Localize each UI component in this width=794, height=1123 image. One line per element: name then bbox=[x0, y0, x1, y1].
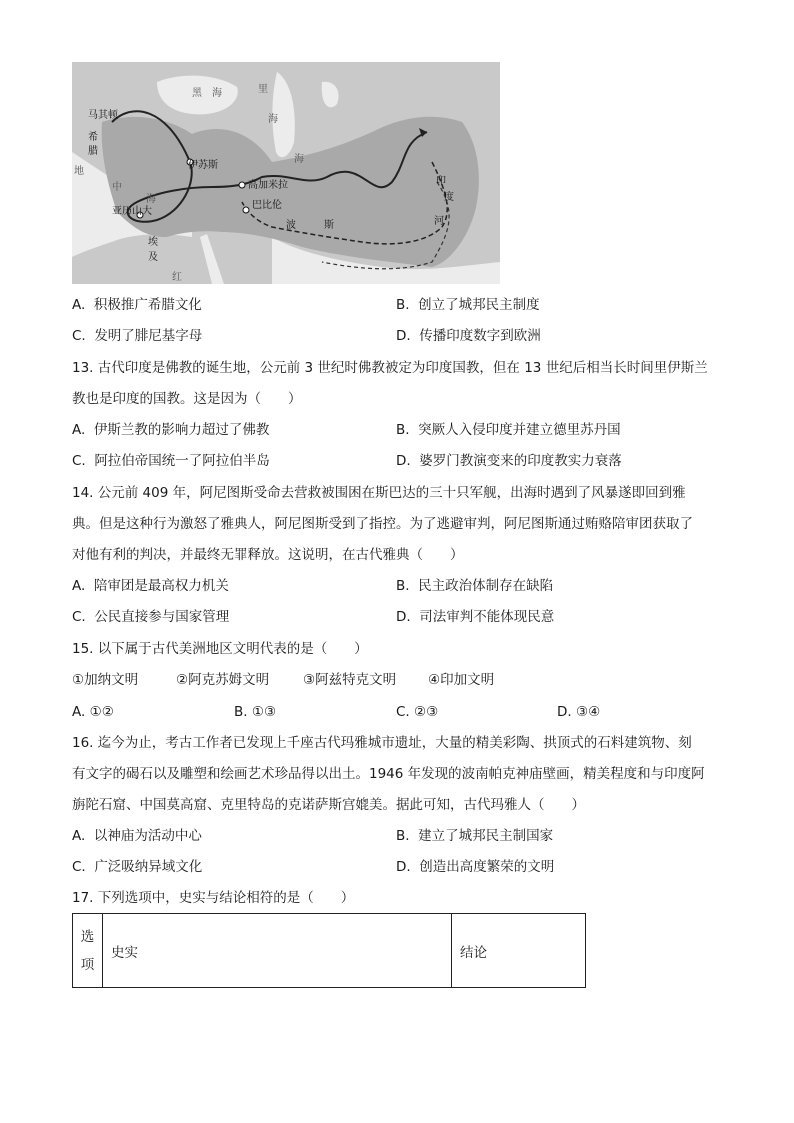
header-option-1: 选 bbox=[80, 928, 95, 945]
q12-option-d[interactable] bbox=[396, 327, 541, 345]
q13-option-a[interactable] bbox=[72, 421, 269, 439]
q16-stem-line-1: 16. 迄今为止，考古工作者已发现上千座古代玛雅城市遗址，大量的精美彩陶、拱顶式的石料建筑物、刻 bbox=[72, 735, 692, 751]
header-option bbox=[73, 914, 103, 988]
map-label-aral: 海 bbox=[294, 154, 304, 165]
map-label-persia-2: 斯 bbox=[324, 220, 334, 231]
option-text: ①③ bbox=[251, 704, 277, 720]
q15-stem: 15. 以下属于古代美洲地区文明代表的是（ ） bbox=[72, 641, 368, 657]
option-text: ①② bbox=[89, 704, 114, 720]
option-text: 创造出高度繁荣的文明 bbox=[419, 859, 555, 875]
q16-stem-line-3: 旃陀石窟、中国莫高窟、克里特岛的克诺萨斯宫媲美。据此可知，古代玛雅人（ ） bbox=[72, 797, 585, 813]
option-text: 广泛吸纳异域文化 bbox=[94, 859, 203, 875]
option-letter: A. bbox=[72, 578, 86, 594]
map-label-black-sea-2: 海 bbox=[212, 88, 222, 99]
option-text: 建立了城邦民主制国家 bbox=[418, 828, 554, 844]
option-letter: C. bbox=[396, 704, 410, 720]
option-letter: D. bbox=[396, 859, 411, 875]
map-label-indus: 河 bbox=[434, 216, 444, 227]
option-letter: D. bbox=[557, 704, 572, 720]
svg-text:马其顿 bbox=[88, 108, 119, 121]
map-label-med-1: 地 bbox=[74, 166, 84, 177]
map-label-persia-1: 波 bbox=[286, 220, 296, 231]
q15-option-b[interactable] bbox=[234, 703, 276, 721]
option-letter: C. bbox=[72, 453, 86, 469]
q16-option-d[interactable] bbox=[396, 858, 554, 876]
option-text: 民主政治体制存在缺陷 bbox=[418, 578, 554, 594]
map-label-med-3: 海 bbox=[146, 194, 156, 205]
q15-option-a[interactable] bbox=[72, 703, 114, 721]
option-letter: B. bbox=[396, 578, 410, 594]
q14-option-d[interactable] bbox=[396, 608, 554, 626]
q15-item-2: ②阿克苏姆文明 bbox=[176, 672, 270, 688]
q15-item-4: ④印加文明 bbox=[428, 672, 495, 688]
map-label-egypt-1: 埃 bbox=[148, 237, 158, 248]
option-letter: A. bbox=[72, 297, 86, 313]
q13-option-d[interactable] bbox=[396, 452, 622, 470]
header-conclusion: 结论 bbox=[452, 914, 586, 988]
option-text: 陪审团是最高权力机关 bbox=[93, 578, 229, 594]
q16-option-c[interactable] bbox=[72, 858, 202, 876]
map-label-egypt-2: 及 bbox=[148, 252, 158, 263]
option-letter: B. bbox=[396, 297, 410, 313]
map-label-caspian-1: 里 bbox=[258, 84, 268, 95]
option-letter: D. bbox=[396, 328, 411, 344]
q13-stem-line-2: 教也是印度的国教。这是因为（ ） bbox=[72, 391, 302, 407]
option-text: 伊斯兰教的影响力超过了佛教 bbox=[93, 422, 270, 438]
map-label-babylon: 巴比伦 bbox=[252, 200, 282, 211]
q12-option-c[interactable] bbox=[72, 327, 202, 345]
option-letter: B. bbox=[234, 704, 248, 720]
option-text: ③④ bbox=[575, 704, 601, 720]
map-label-med-2: 中 bbox=[112, 182, 122, 193]
q15-option-d[interactable] bbox=[557, 703, 600, 721]
map-label-issus: 伊苏斯 bbox=[188, 160, 218, 171]
option-letter: C. bbox=[72, 609, 86, 625]
q13-stem-line-1: 13. 古代印度是佛教的诞生地，公元前 3 世纪时佛教被定为印度国教，但在 13 世纪后相当长时间里伊斯兰 bbox=[72, 360, 708, 376]
option-text: 司法审判不能体现民意 bbox=[419, 609, 555, 625]
q14-option-b[interactable] bbox=[396, 577, 553, 595]
q14-stem-line-2: 典。但是这种行为激怒了雅典人，阿尼图斯受到了指控。为了逃避审判，阿尼图斯通过贿赂陪审团获取了 bbox=[72, 516, 693, 532]
map-label-india-1: 印 bbox=[436, 176, 446, 187]
q15-item-1: ①加纳文明 bbox=[72, 672, 139, 688]
q14-stem-line-1: 14. 公元前 409 年，阿尼图斯受命去营救被围困在斯巴达的三十只军舰，出海时遇到了风暴遂即回到雅 bbox=[72, 485, 686, 501]
map-label-black-sea-1: 黑 bbox=[192, 88, 202, 99]
map-label-india-2: 度 bbox=[444, 192, 454, 203]
map-label-red-sea: 红 bbox=[172, 272, 182, 283]
option-letter: C. bbox=[72, 328, 86, 344]
q14-option-c[interactable] bbox=[72, 608, 229, 626]
map-label-greece-2: 腊 bbox=[88, 146, 98, 157]
map-label-greece-1: 希 bbox=[88, 132, 98, 143]
option-letter: C. bbox=[72, 859, 86, 875]
header-fact: 史实 bbox=[103, 914, 452, 988]
q13-option-b[interactable] bbox=[396, 421, 621, 439]
header-option-2: 项 bbox=[80, 956, 95, 973]
option-letter: D. bbox=[396, 453, 411, 469]
option-text: 阿拉伯帝国统一了阿拉伯半岛 bbox=[94, 453, 270, 469]
map-label-macedonia: 马其顿 bbox=[88, 110, 118, 121]
option-text: 公民直接参与国家管理 bbox=[94, 609, 230, 625]
table-header-row bbox=[73, 914, 586, 988]
option-text: 发明了腓尼基字母 bbox=[94, 328, 203, 344]
option-text: 以神庙为活动中心 bbox=[93, 828, 202, 844]
q14-stem-line-3: 对他有利的判决，并最终无罪释放。这说明，在古代雅典（ ） bbox=[72, 547, 464, 563]
q13-option-c[interactable] bbox=[72, 452, 270, 470]
option-text: 创立了城邦民主制度 bbox=[418, 297, 540, 313]
option-letter: A. bbox=[72, 704, 86, 720]
q17-table bbox=[72, 913, 586, 988]
q16-option-a[interactable] bbox=[72, 827, 202, 845]
map-label-alexandria: 亚历山大 bbox=[112, 206, 152, 217]
map-label-caspian-2: 海 bbox=[268, 114, 278, 125]
option-text: 传播印度数字到欧洲 bbox=[419, 328, 541, 344]
option-letter: A. bbox=[72, 828, 86, 844]
option-text: ②③ bbox=[414, 704, 439, 720]
q17-stem: 17. 下列选项中，史实与结论相符的是（ ） bbox=[72, 890, 355, 906]
q14-option-a[interactable] bbox=[72, 577, 229, 595]
option-text: 积极推广希腊文化 bbox=[93, 297, 202, 313]
q12-option-b[interactable] bbox=[396, 296, 540, 314]
map-label-gaugamela: 高加米拉 bbox=[248, 180, 288, 191]
option-letter: D. bbox=[396, 609, 411, 625]
option-letter: B. bbox=[396, 828, 410, 844]
option-letter: A. bbox=[72, 422, 86, 438]
q15-option-c[interactable] bbox=[396, 703, 438, 721]
q16-stem-line-2: 有文字的碣石以及雕塑和绘画艺术珍品得以出土。1946 年发现的波南帕克神庙壁画，精美程度和与印度阿 bbox=[72, 766, 705, 782]
option-text: 突厥人入侵印度并建立德里苏丹国 bbox=[418, 422, 621, 438]
alexander-campaign-map bbox=[72, 62, 500, 284]
q12-option-a[interactable] bbox=[72, 296, 202, 314]
option-letter: B. bbox=[396, 422, 410, 438]
q15-item-3: ③阿兹特克文明 bbox=[303, 672, 397, 688]
q16-option-b[interactable] bbox=[396, 827, 553, 845]
option-text: 婆罗门教演变来的印度教实力衰落 bbox=[419, 453, 622, 469]
